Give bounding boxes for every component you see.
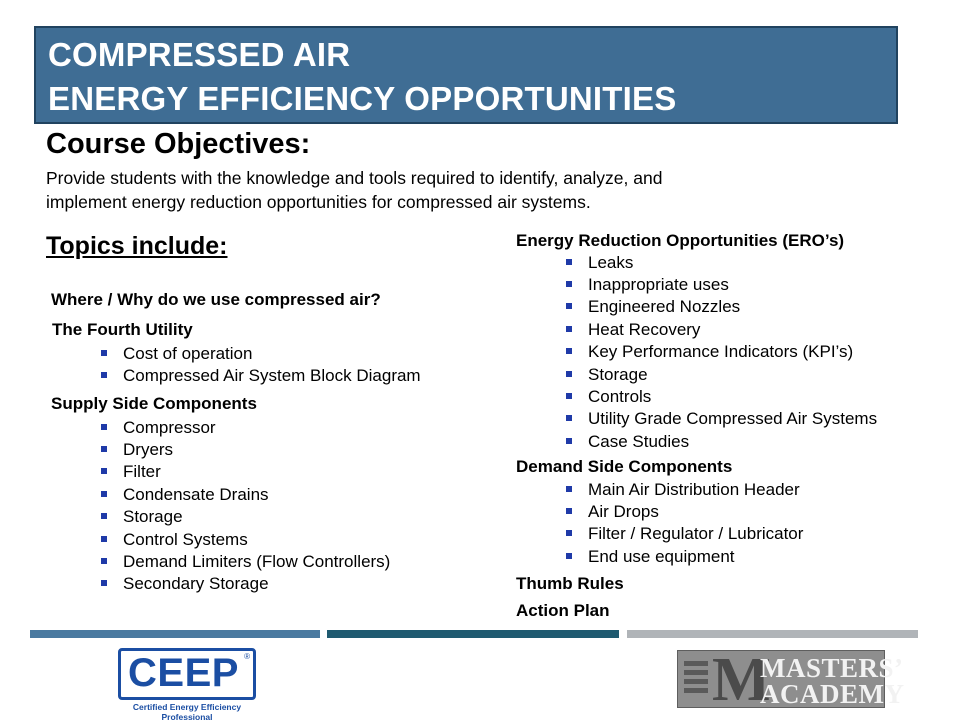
registered-mark: ® bbox=[244, 652, 250, 661]
bullet-icon bbox=[101, 468, 107, 474]
bullet-label: Main Air Distribution Header bbox=[588, 480, 800, 499]
bullet-icon bbox=[566, 508, 572, 514]
list-item bbox=[123, 530, 248, 550]
bullet-icon bbox=[566, 415, 572, 421]
bullet-icon bbox=[101, 558, 107, 564]
bullet-icon bbox=[566, 303, 572, 309]
title-line-1: COMPRESSED AIR bbox=[48, 36, 351, 73]
bullet-label: Control Systems bbox=[123, 530, 248, 549]
topic-supply-side: Supply Side Components bbox=[51, 394, 257, 413]
topic-fourth-utility: The Fourth Utility bbox=[52, 320, 193, 339]
ceep-logo-subtitle: Certified Energy Efficiency Professional bbox=[132, 702, 242, 722]
topic-demand-side: Demand Side Components bbox=[516, 457, 733, 476]
bullet-icon bbox=[101, 350, 107, 356]
logo-monogram: M bbox=[712, 646, 771, 714]
list-item bbox=[123, 366, 421, 386]
masters-academy-logo bbox=[677, 646, 905, 714]
list-item bbox=[123, 440, 173, 460]
bullet-label: Secondary Storage bbox=[123, 574, 269, 593]
list-item bbox=[588, 297, 740, 317]
bullet-icon bbox=[101, 372, 107, 378]
bullet-label: Heat Recovery bbox=[588, 320, 701, 339]
bullet-label: Compressed Air System Block Diagram bbox=[123, 366, 421, 385]
list-item bbox=[123, 462, 161, 482]
topic-ero: Energy Reduction Opportunities (ERO’s) bbox=[516, 231, 845, 250]
bullet-icon bbox=[566, 438, 572, 444]
bullet-label: Cost of operation bbox=[123, 344, 253, 363]
list-item bbox=[123, 485, 269, 505]
bullet-icon bbox=[101, 513, 107, 519]
bullet-label: Inappropriate uses bbox=[588, 275, 729, 294]
logo-stripes bbox=[684, 661, 708, 697]
bullet-icon bbox=[101, 536, 107, 542]
bullet-label: Air Drops bbox=[588, 502, 659, 521]
bullet-label: End use equipment bbox=[588, 547, 735, 566]
ceep-logo bbox=[118, 648, 256, 700]
bullet-icon bbox=[566, 281, 572, 287]
list-item bbox=[588, 432, 689, 452]
bullet-label: Filter bbox=[123, 462, 161, 481]
list-item bbox=[123, 574, 269, 594]
topic-action-plan: Action Plan bbox=[516, 601, 610, 620]
footer-rule-middle bbox=[327, 630, 619, 638]
bullet-icon bbox=[101, 424, 107, 430]
bullet-icon bbox=[566, 393, 572, 399]
bullet-icon bbox=[566, 486, 572, 492]
bullet-label: Storage bbox=[588, 365, 648, 384]
bullet-label: Filter / Regulator / Lubricator bbox=[588, 524, 804, 543]
bullet-label: Engineered Nozzles bbox=[588, 297, 741, 316]
list-item bbox=[588, 342, 853, 362]
list-item bbox=[588, 547, 735, 567]
bullet-label: Storage bbox=[123, 507, 183, 526]
bullet-icon bbox=[101, 491, 107, 497]
bullet-label: Key Performance Indicators (KPI’s) bbox=[588, 342, 854, 361]
ceep-logo-text: CEEP bbox=[128, 651, 239, 695]
bullet-label: Case Studies bbox=[588, 432, 690, 451]
footer-rule-left bbox=[30, 630, 320, 638]
objectives-heading: Course Objectives: bbox=[46, 128, 311, 160]
list-item bbox=[123, 507, 183, 527]
bullet-label: Leaks bbox=[588, 253, 634, 272]
list-item bbox=[123, 552, 390, 572]
bullet-label: Utility Grade Compressed Air Systems bbox=[588, 409, 878, 428]
bullet-icon bbox=[566, 371, 572, 377]
logo-line-1: MASTERS’ bbox=[760, 653, 904, 683]
bullet-icon bbox=[566, 326, 572, 332]
title-line-2: ENERGY EFFICIENCY OPPORTUNITIES bbox=[48, 80, 677, 117]
bullet-label: Condensate Drains bbox=[123, 485, 269, 504]
footer-rule-right bbox=[627, 630, 918, 638]
list-item bbox=[123, 344, 252, 364]
bullet-icon bbox=[566, 530, 572, 536]
bullet-icon bbox=[101, 580, 107, 586]
list-item bbox=[588, 502, 659, 522]
topic-where-why: Where / Why do we use compressed air? bbox=[51, 290, 381, 309]
bullet-icon bbox=[566, 348, 572, 354]
bullet-label: Controls bbox=[588, 387, 652, 406]
topic-thumb-rules: Thumb Rules bbox=[516, 574, 624, 593]
list-item bbox=[588, 387, 651, 407]
list-item bbox=[123, 418, 216, 438]
bullet-icon bbox=[566, 259, 572, 265]
bullet-label: Compressor bbox=[123, 418, 216, 437]
list-item bbox=[588, 524, 803, 544]
list-item bbox=[588, 409, 877, 429]
list-item bbox=[588, 275, 729, 295]
objectives-text-line-1: Provide students with the knowledge and tools required to identify, analyze, and bbox=[46, 168, 663, 188]
list-item bbox=[588, 480, 800, 500]
bullet-icon bbox=[101, 446, 107, 452]
list-item bbox=[588, 365, 648, 385]
list-item bbox=[588, 320, 700, 340]
bullet-label: Dryers bbox=[123, 440, 174, 459]
list-item bbox=[588, 253, 633, 273]
title-banner bbox=[34, 26, 898, 124]
topics-heading: Topics include: bbox=[46, 232, 228, 260]
objectives-text-line-2: implement energy reduction opportunities for compressed air systems. bbox=[46, 192, 591, 212]
logo-line-2: ACADEMY bbox=[760, 679, 905, 709]
bullet-icon bbox=[566, 553, 572, 559]
bullet-label: Demand Limiters (Flow Controllers) bbox=[123, 552, 391, 571]
